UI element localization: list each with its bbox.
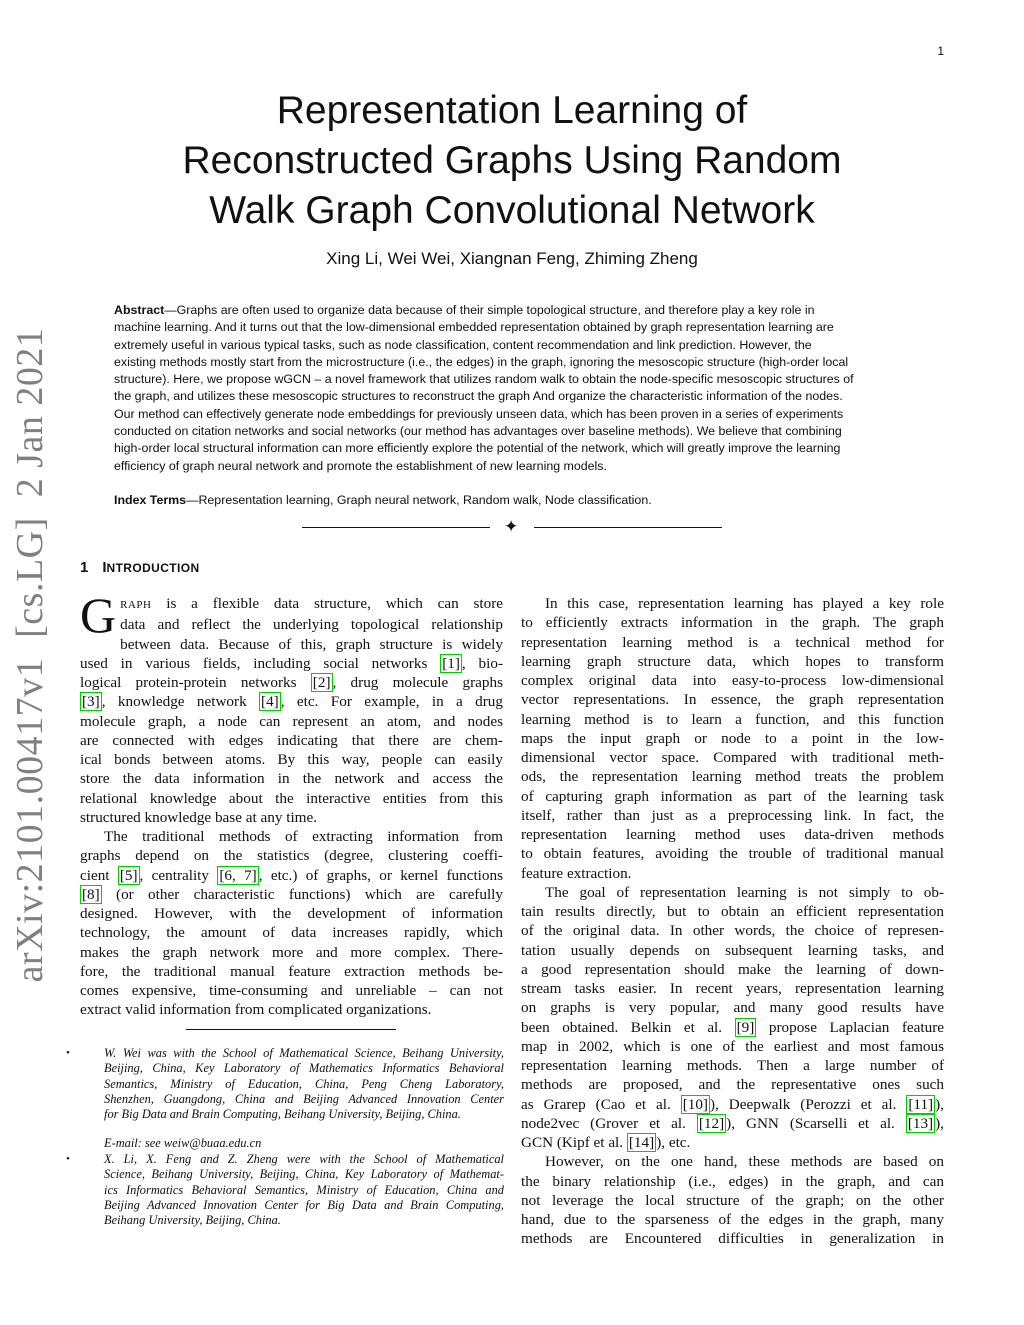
body-text: propose Laplacian feature — [756, 1018, 945, 1036]
separator-rule-left — [302, 527, 490, 528]
abstract-line: existing methods mostly start from the microstructure (i.e., the edges) in the graph, ignoring the mesoscopic structure (high-order local — [114, 354, 849, 369]
body-line — [80, 885, 503, 904]
body-line: graphs depend on the statistics (degree, clustering coeffi- — [80, 847, 503, 865]
footnote-line: Shenzhen, Guangdong, China and Beijing Advanced Innovation Center — [104, 1091, 504, 1106]
drop-cap: G — [80, 587, 117, 643]
body-text: (or other characteristic functions) which are carefully — [101, 885, 503, 903]
body-text: ), — [935, 1114, 944, 1132]
body-line: ical bonds between atoms. By this way, people can easily — [80, 751, 503, 768]
body-text: , bio- — [461, 654, 503, 672]
body-text: node2vec (Grover et al. — [521, 1114, 697, 1132]
smallcaps-word: RAPH — [120, 599, 152, 611]
footnote-bullet: • — [66, 1153, 70, 1165]
footnote-line: Science, Beihang University, Beijing, China, Key Laboratory of Mathemat- — [104, 1167, 504, 1182]
page-number: 1 — [937, 44, 944, 58]
title-line: Walk Graph Convolutional Network — [209, 189, 815, 232]
body-line: vector representations. In essence, the graph representation — [521, 691, 944, 709]
section-heading-introduction — [80, 559, 200, 576]
body-line: on graphs is very popular, and many good results have — [521, 999, 944, 1017]
abstract-line: —Graphs are often used to organize data because of their simple topological structure, and therefore play a key role in — [164, 303, 815, 317]
index-terms-text: —Representation learning, Graph neural network, Random walk, Node classification. — [186, 493, 652, 507]
body-line: representation learning methods. Then a large number of — [521, 1057, 944, 1074]
body-line: representation learning method uses data-driven methods — [521, 826, 944, 843]
arxiv-date: 2 Jan 2021 — [9, 327, 51, 498]
body-line: itself, rather than just as a preprocessing link. In fact, the — [521, 806, 944, 824]
footnote-rule — [186, 1029, 396, 1030]
body-line: dimensional vector space. Compared with traditional meth- — [521, 749, 944, 766]
footnote-line: Beijing Advanced Innovation Center for Big Data and Brain Computing, — [104, 1197, 504, 1212]
abstract-line: extremely useful in various typical tasks, such as node classification, content recommendation and link prediction. However, the — [114, 337, 812, 352]
body-line: complex original data into easy-to-process low-dimensional — [521, 672, 944, 689]
citation-link[interactable]: [9] — [736, 1018, 755, 1036]
body-text: ), GNN (Scarselli et al. — [726, 1114, 906, 1132]
body-line: tation usually depends on subsequent learning tasks, and — [521, 941, 944, 959]
body-line: to obtain features, avoiding the trouble of traditional manual — [521, 845, 944, 863]
citation-link[interactable]: [10] — [682, 1095, 708, 1113]
body-line: The traditional methods of extracting information from — [104, 828, 503, 845]
body-text: logical protein-protein networks — [80, 674, 311, 691]
footnote-line: Semantics, Ministry of Education, China, Peng Cheng Laboratory, — [104, 1076, 504, 1091]
body-line: a good representation should make the learning of down- — [521, 960, 944, 978]
footnote-line: W. Wei was with the School of Mathematical Science, Beihang University, — [104, 1046, 504, 1060]
body-text: , drug molecule graphs — [332, 674, 503, 691]
body-line: extract valid information from complicated organizations. — [80, 1001, 432, 1019]
abstract-line: the graph, and utilizes these mesoscopic structures to reconstruct the graph And organize the characteristic information of the nodes. — [114, 389, 843, 404]
body-text: used in various fields, including social networks — [80, 654, 441, 672]
footnote-line: for Big Data and Brain Computing, Beihang University, Beijing, China. — [104, 1107, 461, 1122]
abstract — [114, 302, 910, 475]
abstract-line: machine learning. And it turns out that the low-dimensional embedded representation obtained by graph representation learning are — [114, 320, 834, 335]
index-terms-label: Index Terms — [114, 493, 187, 507]
body-line: map in 2002, which is one of the earliest and most famous — [521, 1037, 944, 1055]
body-line — [80, 673, 503, 692]
body-text: , etc.) of graphs, or kernel functions — [258, 866, 503, 884]
abstract-line: high-order local structural information can more efficiently explore the potential of the network, which will greatly improve the learning — [114, 441, 841, 456]
body-line: structured knowledge base at any time. — [80, 808, 318, 826]
body-line: learning method is to learn a function, and this function — [521, 710, 944, 728]
abstract-line: structure). Here, we propose wGCN – a novel framework that utilizes random walk to obtain the node-specific mesoscopic structures of — [114, 372, 854, 387]
citation-link[interactable]: [13] — [907, 1114, 934, 1132]
body-line — [521, 1018, 944, 1037]
footnote-line: X. Li, X. Feng and Z. Zheng were with the School of Mathematical — [104, 1152, 504, 1166]
section-title-rest: NTRODUCTION — [106, 561, 200, 575]
body-line: However, on the one hand, these methods are based on — [545, 1153, 944, 1171]
citation-link[interactable]: [3] — [82, 693, 100, 711]
footnote-line: Beijing, China, Key Laboratory of Mathematics Informatics Behavioral — [104, 1061, 504, 1076]
body-line: to efficiently extracts information in the graph. The graph — [521, 614, 944, 632]
title-line: Representation Learning of — [276, 89, 748, 132]
body-line: of the original data. In other words, the choice of represen- — [521, 922, 944, 940]
body-text: been obtained. Belkin et al. — [521, 1018, 735, 1036]
footnote-affiliation-others — [66, 1152, 504, 1228]
body-line: designed. However, with the development of information — [80, 905, 503, 922]
citation-link[interactable]: [11] — [908, 1095, 934, 1113]
body-text: , knowledge network — [101, 693, 260, 711]
body-line — [80, 654, 503, 673]
footnote-email — [80, 1136, 503, 1151]
author-list: Xing Li, Wei Wei, Xiangnan Feng, Zhiming Zheng — [326, 249, 698, 268]
right-column — [521, 594, 944, 1249]
body-text: ), etc. — [656, 1134, 691, 1151]
citation-link[interactable]: [8] — [82, 885, 100, 903]
section-title-initial: I — [102, 559, 107, 576]
body-line: technology, the amount of data increases rapidly, which — [80, 924, 503, 942]
citation-link[interactable]: [14] — [628, 1134, 655, 1151]
title-line: Reconstructed Graphs Using Random — [182, 139, 842, 182]
citation-link[interactable]: [5] — [119, 866, 138, 884]
body-line — [521, 1095, 944, 1114]
body-text: as Grarep (Cao et al. — [521, 1095, 681, 1113]
footnote-line: Beihang University, Beijing, China. — [104, 1213, 281, 1228]
arxiv-category: [cs.LG] — [9, 517, 51, 638]
section-number: 1 — [80, 559, 89, 576]
body-line — [521, 1133, 944, 1152]
citation-link[interactable]: [1] — [442, 654, 460, 672]
citation-link[interactable]: [12] — [698, 1114, 725, 1132]
body-line: relational knowledge about the interactive entities from this — [80, 789, 503, 807]
abstract-line: conducted on citation networks and social networks (our method has advantages over baseline methods). We believe that combining — [114, 424, 842, 439]
body-text: is a flexible data structure, which can store — [151, 595, 503, 612]
abstract-line: efficiency of graph neural network and promote the establishment of new learning models. — [114, 458, 607, 473]
body-line: learning graph structure data, which hopes to transform — [521, 652, 944, 670]
body-line: are connected with edges indicating that there are chem- — [80, 731, 503, 749]
body-line: representation learning method is a technical method for — [521, 633, 944, 651]
body-line: methods are proposed, and the representative ones such — [521, 1076, 944, 1094]
body-line: hand, due to the sparseness of the edges in the graph, many — [521, 1211, 944, 1228]
body-text: ), — [935, 1095, 944, 1113]
body-line — [521, 1114, 944, 1133]
body-text: , centrality — [139, 866, 218, 884]
paper-title — [112, 86, 912, 236]
body-line: molecule graph, a node can represent an atom, and nodes — [80, 712, 503, 730]
abstract-line: Our method can effectively generate node embeddings for previously unseen data, which has been proven in a series of experiments — [114, 406, 844, 421]
body-line: the binary relationship (i.e., edges) in the graph, and can — [521, 1172, 944, 1190]
body-line: ods, the representation learning method treats the problem — [521, 768, 944, 786]
body-line — [80, 692, 503, 711]
arxiv-id: arXiv:2101.00417v1 — [9, 657, 51, 983]
body-line: between data. Because of this, graph structure is widely — [120, 635, 503, 653]
section-separator — [302, 518, 722, 538]
footnote-line: ics Informatics Behavioral Semantics, Ministry of Education, China and — [104, 1182, 504, 1197]
body-text: cient — [80, 866, 118, 884]
body-line: maps the input graph or node to a point in the low- — [521, 729, 944, 747]
body-line: fore, the traditional manual feature extraction methods be- — [80, 962, 503, 980]
body-line: store the data information in the network and access the — [80, 770, 503, 788]
citation-link[interactable]: [4] — [261, 693, 279, 711]
body-text: GCN (Kipf et al. — [521, 1134, 627, 1151]
body-line: comes expensive, time-consuming and unreliable – can not — [80, 982, 503, 999]
citation-link[interactable]: [2] — [312, 674, 331, 691]
body-line: makes the graph network more and more complex. There- — [80, 943, 503, 961]
body-line: of capturing graph information as part of the learning task — [521, 787, 944, 805]
footnote-affiliation-wei — [66, 1046, 504, 1122]
body-line: tain results directly, but to obtain an efficient representation — [521, 903, 944, 920]
body-text: , etc. For example, in a drug — [280, 693, 503, 711]
separator-rule-right — [534, 527, 722, 528]
body-line — [80, 866, 503, 885]
body-line: data and reflect the underlying topological relationship — [120, 616, 503, 634]
body-text: ), Deepwalk (Perozzi et al. — [710, 1095, 907, 1113]
citation-link[interactable]: [6, 7] — [219, 866, 257, 884]
body-line: feature extraction. — [521, 864, 632, 882]
abstract-label: Abstract — [114, 303, 165, 317]
body-line: stream tasks easier. In recent years, representation learning — [521, 980, 944, 997]
body-line: not leverage the local structure of the graph; on the other — [521, 1191, 944, 1209]
index-terms — [114, 493, 652, 507]
email-line: E-mail: see weiw@buaa.edu.cn — [104, 1136, 262, 1150]
arxiv-identifier-stamp — [8, 318, 52, 983]
separator-diamond-icon: ✦ — [504, 517, 519, 536]
left-column — [80, 587, 503, 1020]
body-line: The goal of representation learning is not simply to ob- — [545, 883, 944, 901]
footnote-bullet: • — [66, 1047, 70, 1059]
body-line: In this case, representation learning has played a key role — [545, 595, 944, 612]
body-line: methods are Encountered difficulties in generalization in — [521, 1230, 944, 1248]
